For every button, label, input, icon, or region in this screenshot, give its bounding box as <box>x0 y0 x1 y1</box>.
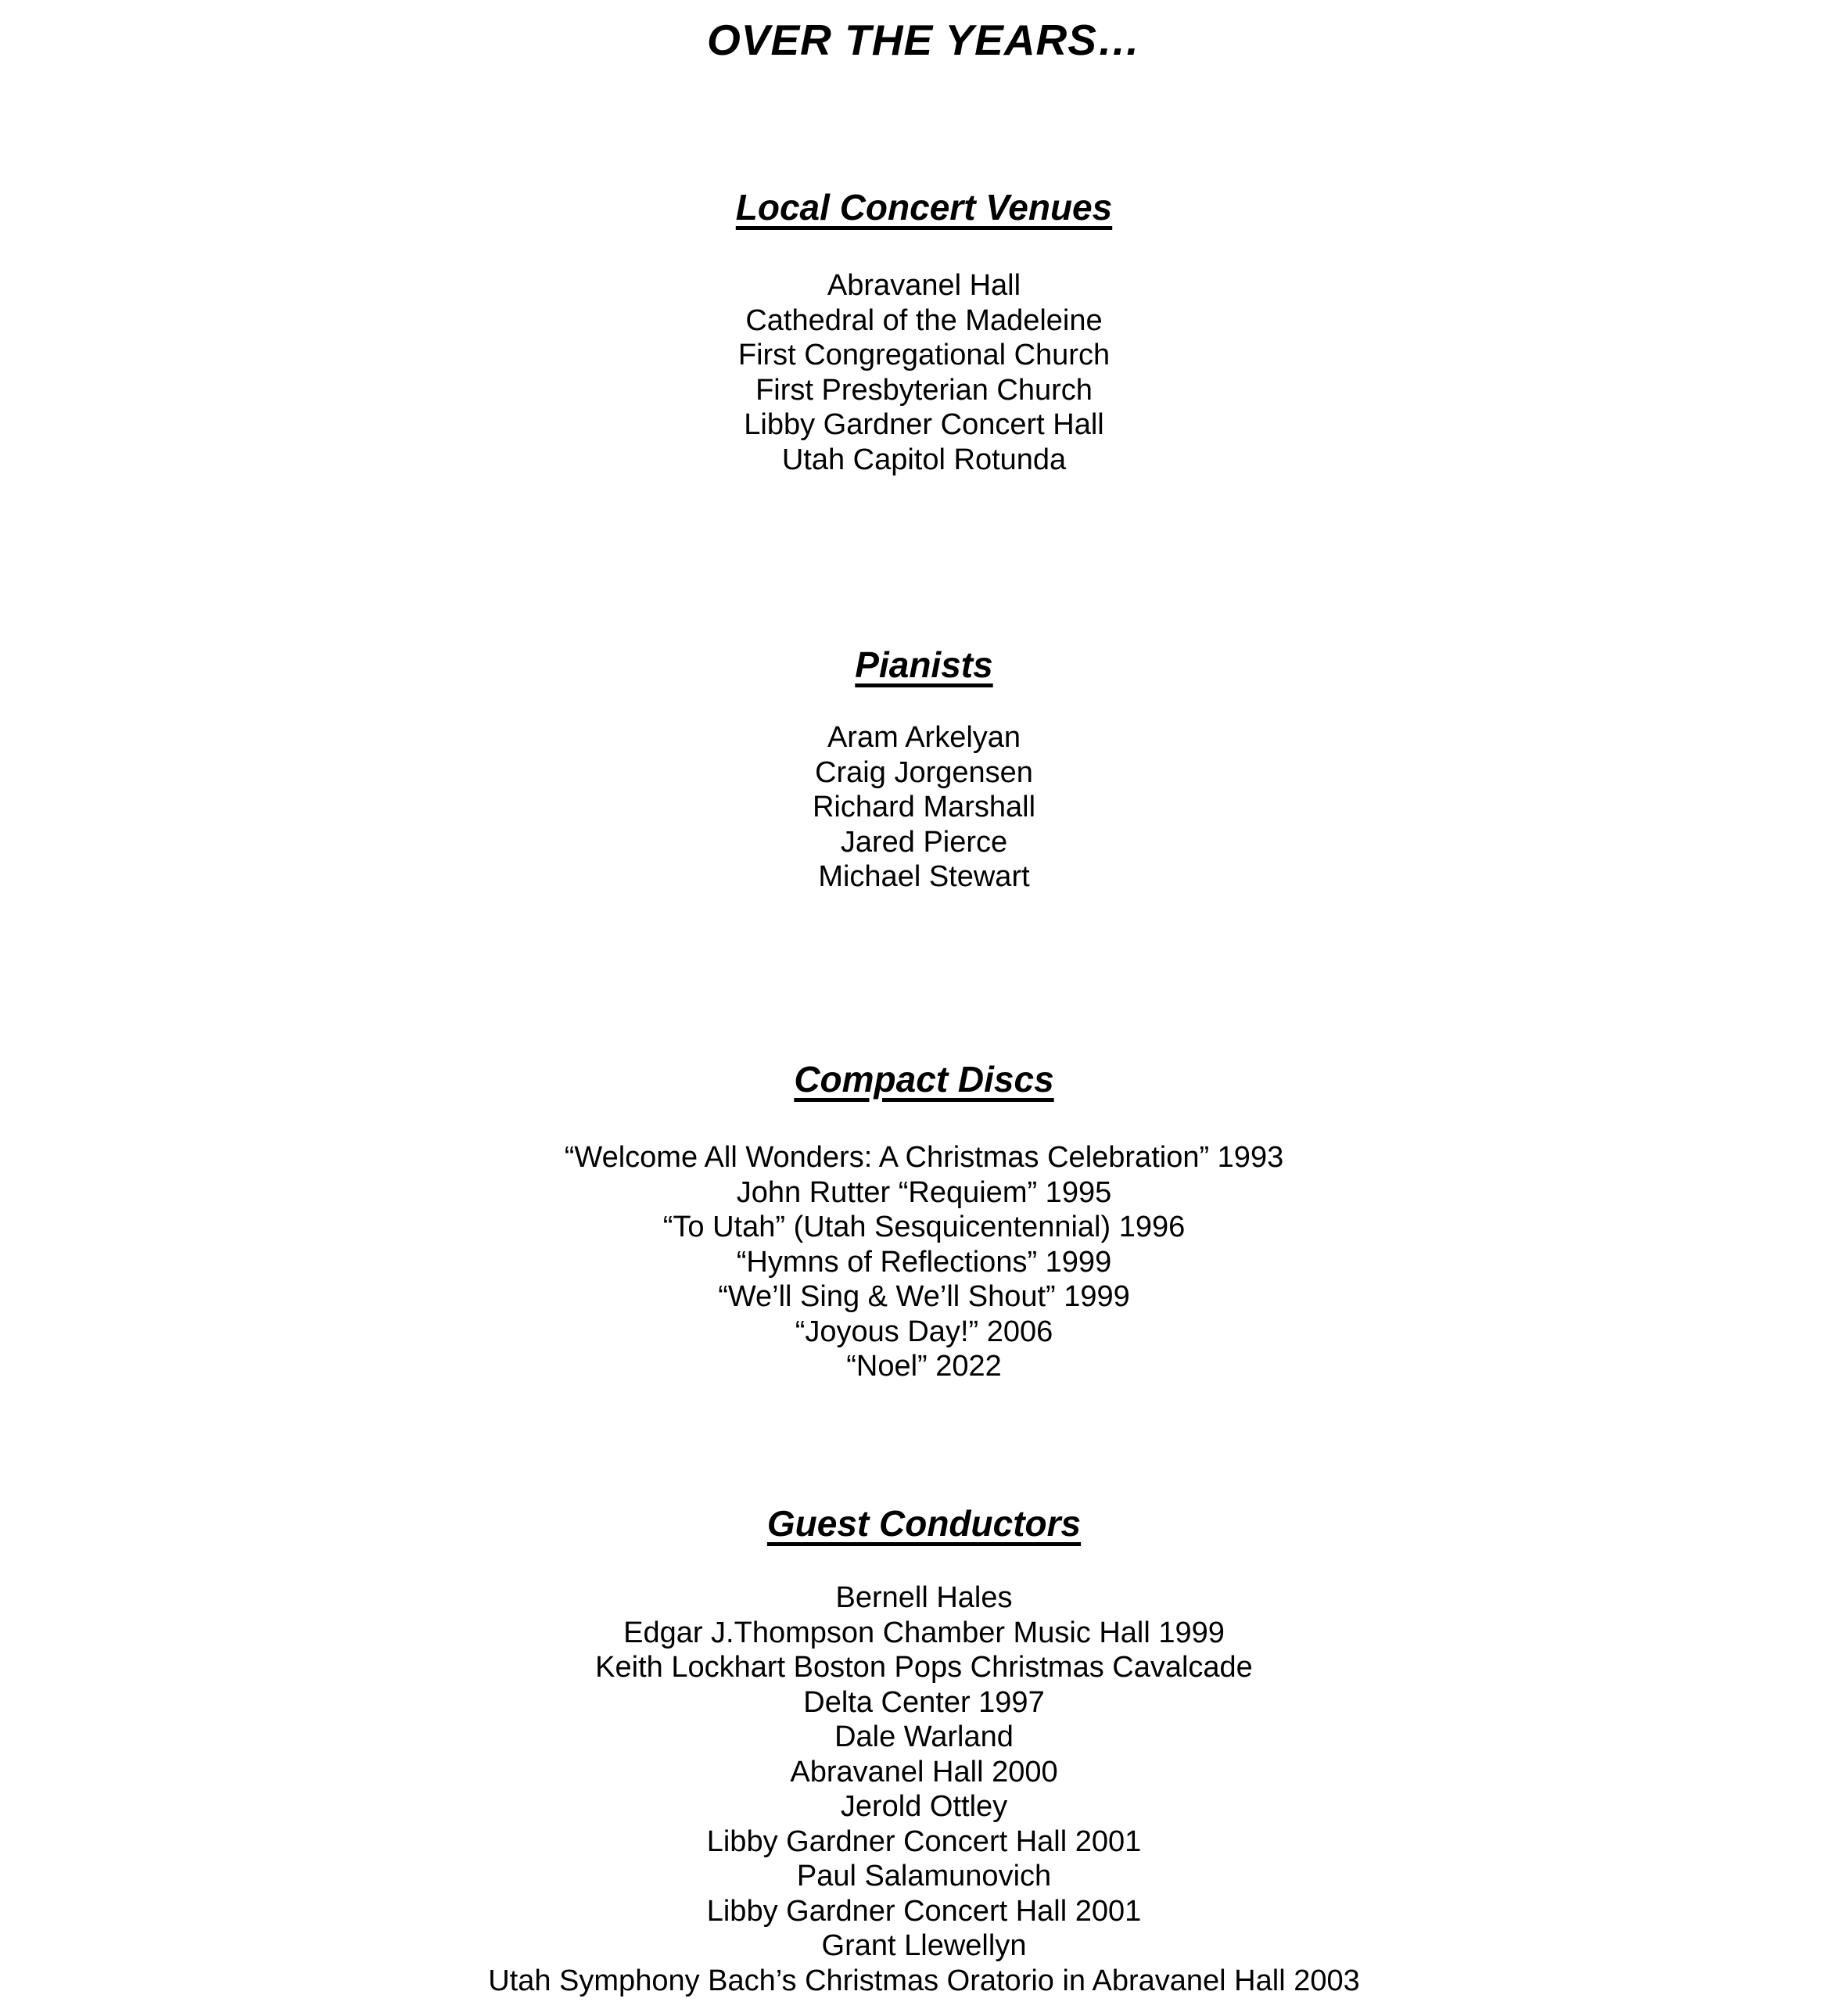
list-item: Aram Arkelyan <box>827 721 1021 754</box>
list-item: Libby Gardner Concert Hall 2001 <box>706 1824 1142 1858</box>
list-item: Richard Marshall <box>812 791 1036 823</box>
list-item: “Noel” 2022 <box>846 1350 1002 1383</box>
pianist-list <box>0 720 1848 895</box>
list-item: Abravanel Hall 2000 <box>790 1755 1058 1789</box>
list-item: First Congregational Church <box>737 339 1111 371</box>
section-heading-label: Compact Discs <box>794 1059 1054 1100</box>
compact-disc-list <box>0 1140 1848 1384</box>
list-item: Delta Center 1997 <box>803 1685 1045 1719</box>
list-item: “To Utah” (Utah Sesquicentennial) 1996 <box>662 1211 1186 1243</box>
page-title: OVER THE YEARS… <box>707 16 1141 64</box>
section-heading-label: Pianists <box>855 644 993 685</box>
list-item: Utah Symphony Bach’s Christmas Oratorio in Abravanel Hall 2003 <box>488 1964 1360 1997</box>
list-item: Cathedral of the Madeleine <box>745 303 1103 337</box>
list-item: Keith Lockhart Boston Pops Christmas Cavalcade <box>595 1651 1253 1684</box>
section-heading-local-concert-venues <box>0 187 1848 228</box>
list-item: Dale Warland <box>834 1720 1014 1753</box>
list-item: Grant Llewellyn <box>821 1929 1027 1962</box>
venue-list <box>0 268 1848 477</box>
list-item: Libby Gardner Concert Hall 2001 <box>706 1894 1142 1928</box>
list-item: Jared Pierce <box>840 825 1008 859</box>
list-item: Utah Capitol Rotunda <box>781 443 1067 476</box>
list-item: Michael Stewart <box>818 860 1030 893</box>
list-item: Abravanel Hall <box>827 269 1021 302</box>
list-item: John Rutter “Requiem” 1995 <box>736 1175 1112 1209</box>
section-heading-pianists <box>0 644 1848 686</box>
section-heading-label: Guest Conductors <box>766 1503 1082 1544</box>
list-item: Bernell Hales <box>835 1581 1013 1614</box>
list-item: “Hymns of Reflections” 1999 <box>736 1245 1112 1279</box>
list-item: Libby Gardner Concert Hall <box>744 408 1104 441</box>
list-item: Jerold Ottley <box>840 1790 1008 1823</box>
list-item: Paul Salamunovich <box>796 1860 1052 1893</box>
section-heading-guest-conductors <box>0 1503 1848 1545</box>
section-heading-compact-discs <box>0 1059 1848 1100</box>
list-item: “We’ll Sing & We’ll Shout” 1999 <box>718 1280 1130 1313</box>
list-item: Craig Jorgensen <box>815 755 1033 789</box>
list-item: “Joyous Day!” 2006 <box>795 1315 1053 1348</box>
list-item: First Presbyterian Church <box>755 373 1093 407</box>
section-heading-label: Local Concert Venues <box>735 187 1113 228</box>
list-item: “Welcome All Wonders: A Christmas Celebration” 1993 <box>564 1141 1284 1174</box>
guest-conductor-list <box>0 1580 1848 1998</box>
list-item: Edgar J.Thompson Chamber Music Hall 1999 <box>623 1616 1225 1649</box>
